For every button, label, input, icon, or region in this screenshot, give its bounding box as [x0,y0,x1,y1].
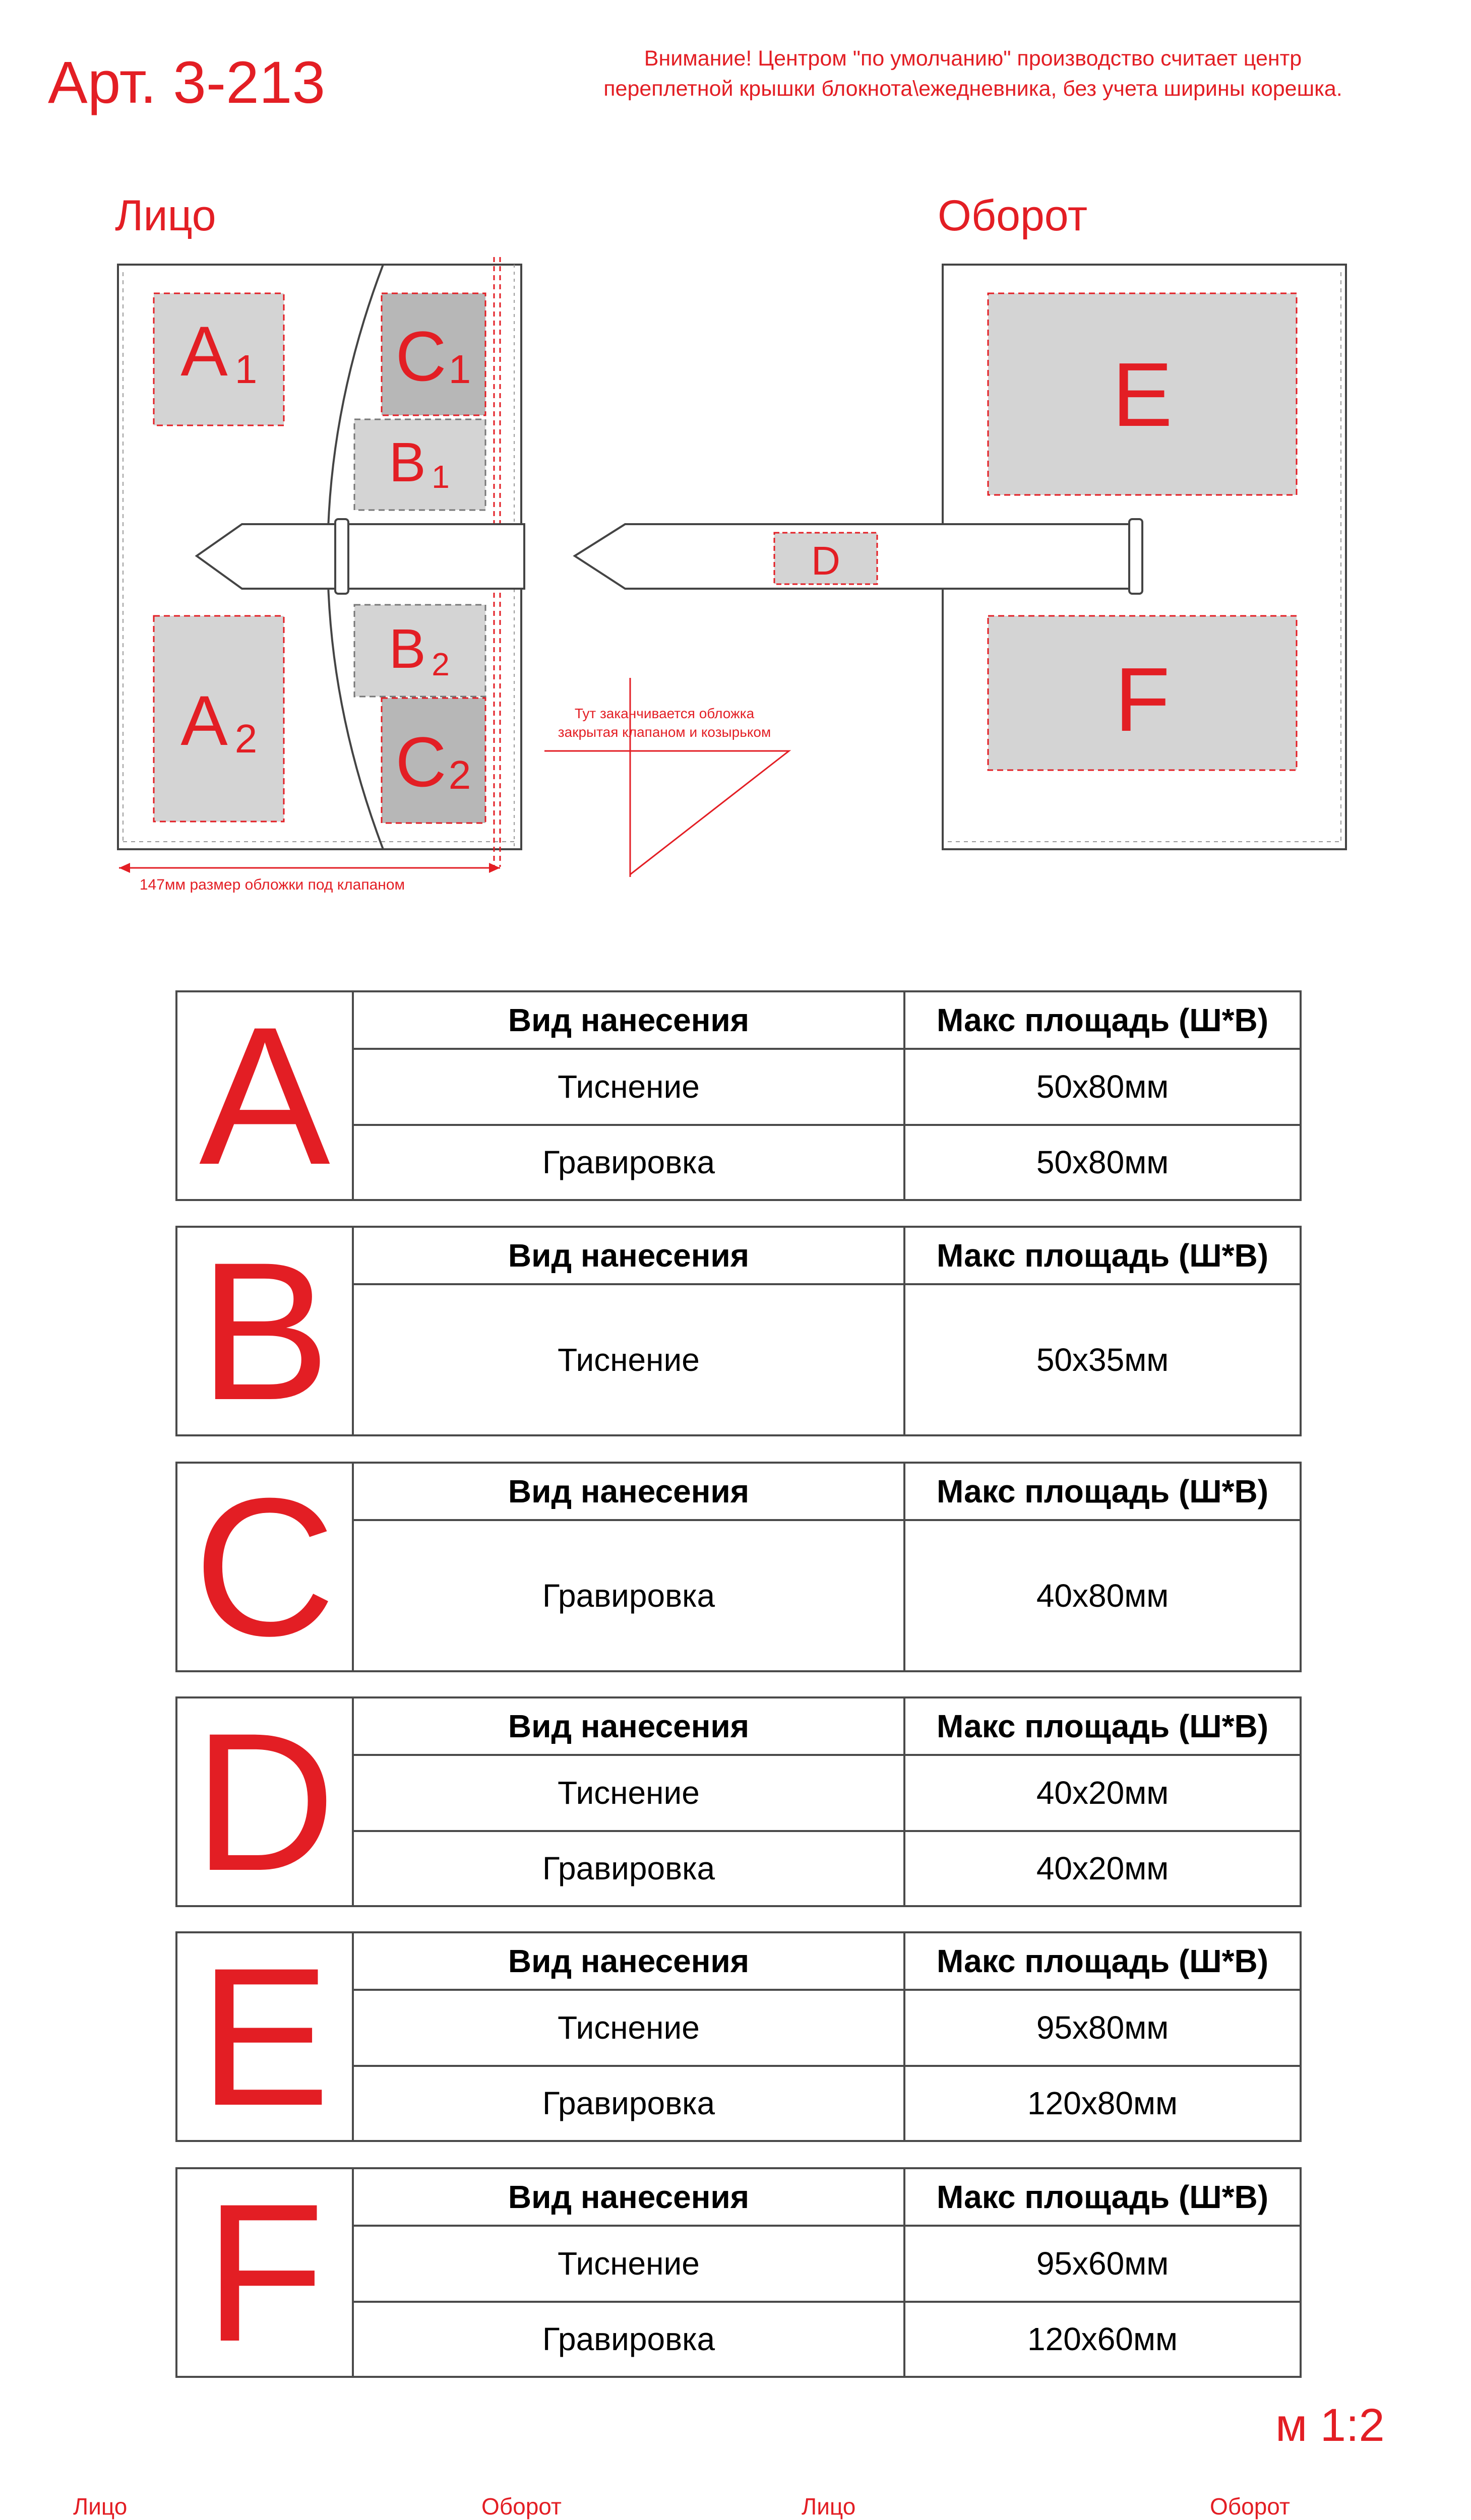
col-method: Вид нанесения [354,992,904,1049]
color-swatch [799,2495,1419,2520]
svg-text:2: 2 [448,752,471,797]
table-a-letter: A [177,992,354,1199]
table-cell: 40x20мм [1036,1850,1169,1887]
table-e-letter: E [177,1933,354,2140]
col-area: Макс площадь (Ш*В) [904,1464,1300,1520]
strap-clasp [335,519,348,594]
svg-text:B: B [389,618,426,680]
zone-a2 [154,616,284,822]
color-swatch [71,2495,691,2520]
scale-label: м 1:2 [1275,2400,1385,2451]
svg-text:B: B [389,431,426,493]
table-cell: 50x35мм [1036,1342,1169,1378]
page-title: Арт. 3-213 [48,49,326,116]
col-method: Вид нанесения [354,1464,904,1520]
svg-text:C: C [395,317,447,396]
table-cell: Гравировка [354,2066,904,2140]
svg-text:F: F [1115,649,1170,750]
table-c [175,1457,1302,1677]
table-cell: Тиснение [354,1990,904,2066]
note-line-1: Тут заканчивается обложка [574,706,755,721]
table-cell: 95x80мм [904,1990,1300,2066]
front-label: Лицо [115,192,216,240]
front-strap [197,524,524,589]
swatch-back-label: Оборот [481,2493,562,2519]
table-d [175,1692,1302,1912]
swatch-front-label: Лицо [73,2493,128,2519]
table-f [175,2163,1302,2382]
table-c-letter: C [177,1464,354,1670]
col-area: Макс площадь (Ш*В) [904,992,1300,1049]
table-cell: 120x80мм [1027,2085,1178,2122]
zone-c2 [382,698,485,823]
col-area: Макс площадь (Ш*В) [904,2169,1300,2226]
table-a [175,986,1302,1206]
table-e [175,1927,1302,2147]
zone-b2 [354,605,485,697]
table-cell: 40x20мм [904,1755,1300,1831]
table-cell: Гравировка [354,2302,904,2376]
table-f-letter: F [177,2169,354,2376]
zone-f [988,616,1297,770]
table-cell: Тиснение [354,2226,904,2302]
table-cell: Гравировка [354,1125,904,1199]
cover-diagram [0,0,1471,958]
svg-text:1: 1 [448,347,471,392]
warning-line-1: Внимание! Центром "по умолчанию" производство считает центр [644,46,1302,71]
table-cell: 120x60мм [1027,2321,1178,2358]
svg-text:1: 1 [432,459,450,495]
svg-text:2: 2 [432,646,450,682]
swatch-back-label: Оборот [1210,2493,1290,2519]
table-cell: Гравировка [354,1831,904,1905]
col-method: Вид нанесения [354,1228,904,1284]
col-method: Вид нанесения [354,1933,904,1990]
table-cell: Гравировка [354,1520,904,1670]
table-d-letter: D [177,1698,354,1905]
swatch-front-label: Лицо [802,2493,856,2519]
back-label: Оборот [938,192,1088,240]
zone-d [774,533,877,584]
note-line-2: закрытая клапаном и козырьком [558,724,771,740]
zone-c1 [382,293,485,415]
table-cell: 95x60мм [904,2226,1300,2302]
zone-e [988,293,1297,495]
table-cell: 50x80мм [904,1049,1300,1125]
table-cell: Тиснение [354,1284,904,1434]
table-b [175,1221,1302,1441]
col-area: Макс площадь (Ш*В) [904,1228,1300,1284]
svg-text:E: E [1112,344,1173,446]
svg-text:A: A [180,311,228,391]
col-area: Макс площадь (Ш*В) [904,1698,1300,1755]
svg-text:A: A [180,681,228,760]
col-area: Макс площадь (Ш*В) [904,1933,1300,1990]
table-cell: 50x80мм [1036,1144,1169,1181]
table-cell: 40x80мм [1036,1578,1169,1614]
svg-text:D: D [811,538,840,583]
table-b-letter: B [177,1228,354,1434]
table-cell: Тиснение [354,1049,904,1125]
col-method: Вид нанесения [354,1698,904,1755]
col-method: Вид нанесения [354,2169,904,2226]
zone-b1 [354,419,485,510]
svg-text:1: 1 [234,347,258,392]
table-cell: Тиснение [354,1755,904,1831]
svg-text:2: 2 [234,716,258,761]
svg-text:C: C [395,722,447,801]
zone-a1 [154,293,284,425]
warning-line-2: переплетной крышки блокнота\ежедневника, без учета ширины корешка. [603,77,1342,101]
dimension-label: 147мм размер обложки под клапаном [139,876,405,893]
